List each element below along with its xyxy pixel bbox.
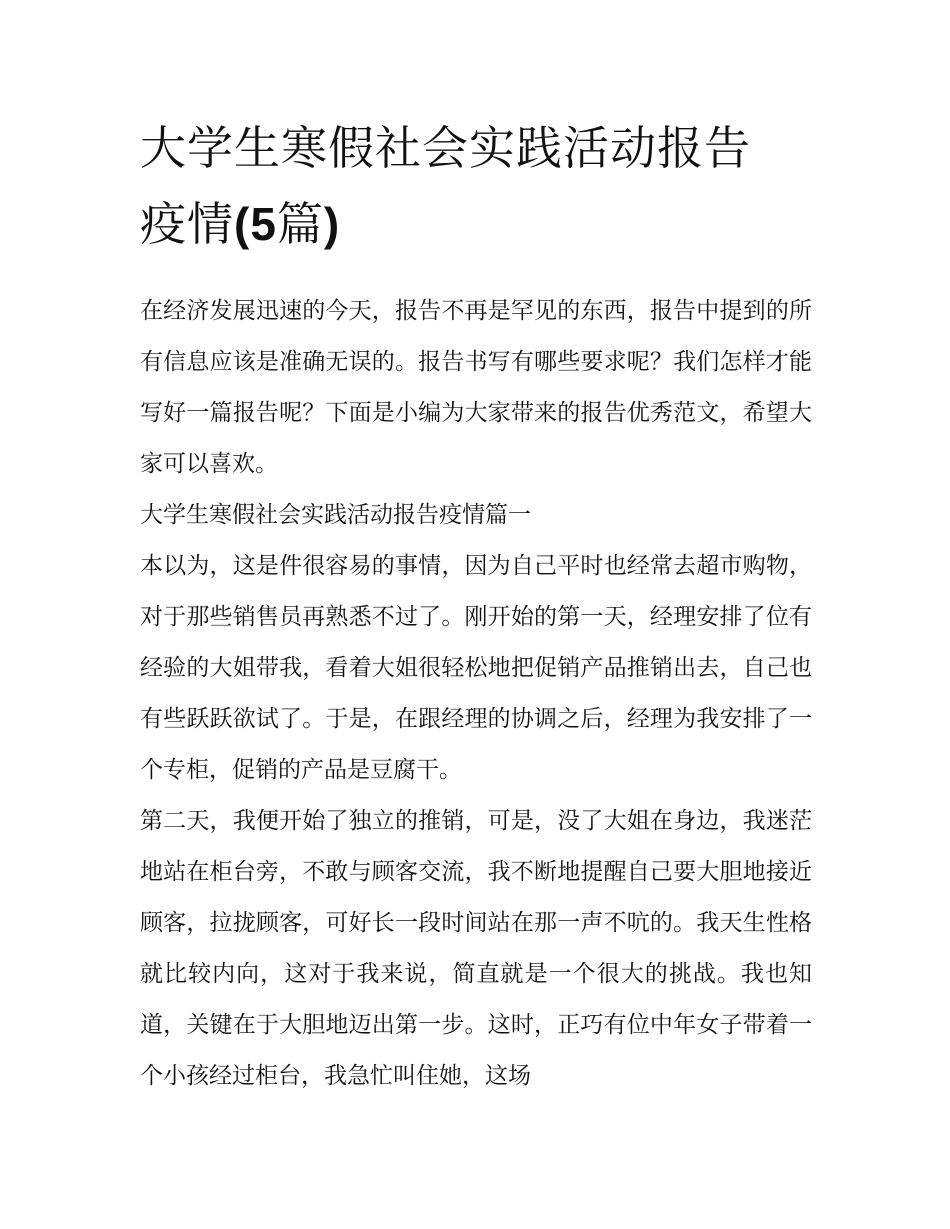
title-line-2-suffix: 篇 — [276, 197, 324, 251]
intro-paragraph: 在经济发展迅速的今天，报告不再是罕见的东西，报告中提到的所有信息应该是准确无误的。报告书写有哪些要求呢？我们怎样才能写好一篇报告呢？下面是小编为大家带来的报告优秀范文，希望大家可以喜欢。 — [140, 298, 812, 477]
title-close-paren: ) — [323, 198, 341, 250]
title-line-1: 大学生寒假社会实践活动报告 — [140, 121, 751, 175]
title-line-2-prefix: 疫情 — [140, 197, 234, 251]
body-paragraph-2: 第二天，我便开始了独立的推销，可是，没了大姐在身边，我迷茫地站在柜台旁，不敢与顾客交流，我不断地提醒自己要大胆地接近顾客，拉拢顾客，可好长一段时间站在那一声不吭的。我天生性格就比较内向，这对于我来说，简直就是一个很大的挑战。我也知道，关键在于大胆地迈出第一步。这时，正巧有位中年女子带着一个小孩经过柜台，我急忙叫住她，这场 — [140, 808, 812, 1089]
document-title — [140, 110, 812, 262]
section-heading: 大学生寒假社会实践活动报告疫情篇一 — [140, 502, 531, 528]
body-paragraph-1: 本以为，这是件很容易的事情，因为自己平时也经常去超市购物，对于那些销售员再熟悉不过了。刚开始的第一天，经理安排了位有经验的大姐带我，看着大姐很轻松地把促销产品推销出去，自己也有些跃跃欲试了。于是，在跟经理的协调之后，经理为我安排了一个专柜，促销的产品是豆腐干。 — [140, 553, 812, 783]
title-count: (5 — [234, 198, 277, 250]
document-body — [140, 110, 812, 1102]
